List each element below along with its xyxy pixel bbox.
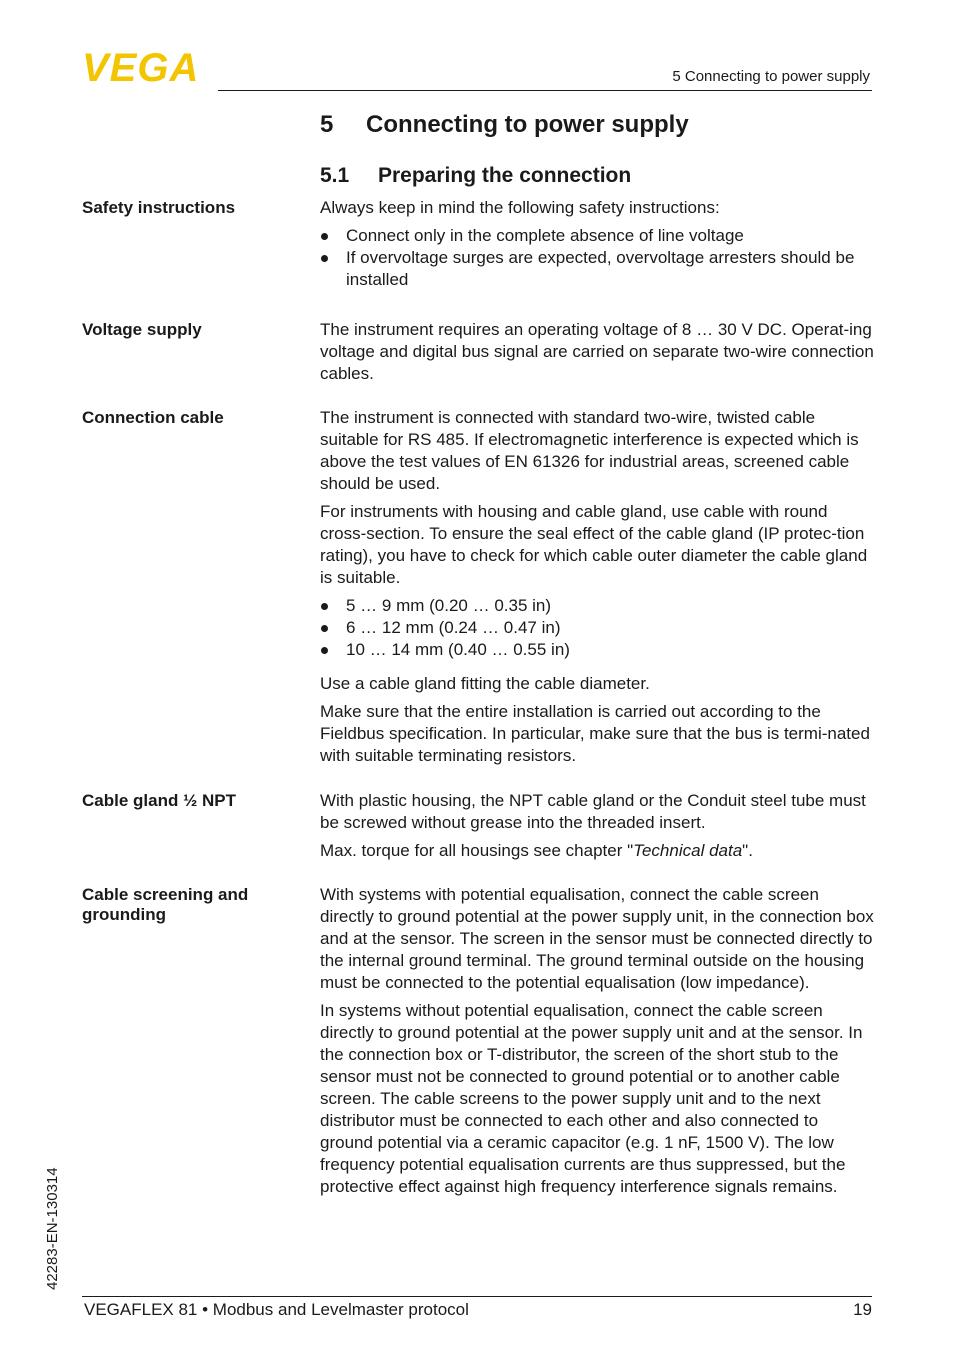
safety-intro: Always keep in mind the following safety instructions:: [320, 198, 720, 217]
screening-paragraph-1: With systems with potential equalisation, connect the cable screen directly to ground potential at the power supply unit, in the connection box and at the sensor. The screen in the sensor must be connected directly to the internal ground terminal. The ground terminal outside on the housing must be connected to the potential equalisation (low impedance).: [320, 885, 874, 992]
chapter-heading: [320, 111, 689, 139]
chapter-number: 5: [320, 111, 334, 138]
bullet-icon: [321, 255, 328, 262]
section-number: 5.1: [320, 164, 350, 187]
cable-block: [320, 407, 874, 773]
header-divider: [218, 90, 872, 91]
list-item: If overvoltage surges are expected, overvoltage arresters should be installed: [320, 247, 874, 291]
safety-list: [320, 225, 874, 291]
list-item: 10 … 14 mm (0.40 … 0.55 in): [320, 639, 874, 661]
gland-label: Cable gland ½ NPT: [82, 791, 236, 810]
cable-label: Connection cable: [82, 408, 224, 427]
technical-data-reference: Technical data: [633, 841, 743, 860]
footer-divider: [82, 1296, 872, 1297]
vega-logo: [82, 50, 212, 84]
gland-block: [320, 790, 874, 868]
cable-paragraph-1: The instrument is connected with standard two-wire, twisted cable suitable for RS 485. If electromagnetic interference is expected which is above the test values of EN 61326 for industrial areas, screened cable should be used.: [320, 408, 859, 493]
voltage-text: The instrument requires an operating voltage of 8 … 30 V DC. Operat-ing voltage and digital bus signal are carried on separate two-wire connection cables.: [320, 320, 874, 383]
voltage-block: [320, 319, 874, 391]
page-number: 19: [853, 1300, 872, 1319]
section-heading: [320, 164, 631, 188]
cable-paragraph-2: For instruments with housing and cable gland, use cable with round cross-section. To ensure the seal effect of the cable gland (IP protec-tion rating), you have to check for which cable outer diameter the cable gland is suitable.: [320, 502, 868, 587]
list-item: 6 … 12 mm (0.24 … 0.47 in): [320, 617, 874, 639]
cable-paragraph-3: Use a cable gland fitting the cable diameter.: [320, 674, 650, 693]
list-item: Connect only in the complete absence of line voltage: [320, 225, 874, 247]
gland-paragraph-2: Max. torque for all housings see chapter "Technical data".: [320, 841, 753, 860]
document-id: 42283-EN-130314: [44, 1167, 61, 1290]
screening-label: Cable screening and grounding: [82, 885, 249, 924]
bullet-icon: [321, 603, 328, 610]
footer-product: VEGAFLEX 81 • Modbus and Levelmaster protocol: [84, 1300, 469, 1319]
section-title: Preparing the connection: [378, 164, 632, 187]
bullet-icon: [321, 233, 328, 240]
svg-text:VEGA: VEGA: [82, 50, 200, 84]
cable-diameter-list: [320, 595, 874, 661]
screening-block: [320, 884, 874, 1204]
voltage-label: Voltage supply: [82, 320, 202, 339]
chapter-title: Connecting to power supply: [366, 111, 689, 138]
screening-paragraph-2: In systems without potential equalisation, connect the cable screen directly to ground potential at the power supply unit and at the sensor. In the connection box or T-distributor, the screen of the short stub to the sensor must not be connected to ground potential or to another cable screen. The cable screens to the power supply unit and to the next distributor must be connected to each other and also connected to ground potential via a ceramic capacitor (e.g. 1 nF, 1500 V). The low frequency potential equalisation currents are thus suppressed, but the protective effect against high frequency interference signals remains.: [320, 1001, 863, 1196]
safety-block: [320, 197, 874, 291]
cable-paragraph-4: Make sure that the entire installation is carried out according to the Fieldbus specification. In particular, make sure that the bus is termi-nated with suitable terminating resistors.: [320, 702, 870, 765]
bullet-icon: [321, 647, 328, 654]
list-item: 5 … 9 mm (0.20 … 0.35 in): [320, 595, 874, 617]
gland-paragraph-1: With plastic housing, the NPT cable gland or the Conduit steel tube must be screwed without grease into the threaded insert.: [320, 791, 866, 832]
bullet-icon: [321, 625, 328, 632]
safety-label: Safety instructions: [82, 198, 236, 217]
header-section-label: 5 Connecting to power supply: [672, 68, 870, 85]
